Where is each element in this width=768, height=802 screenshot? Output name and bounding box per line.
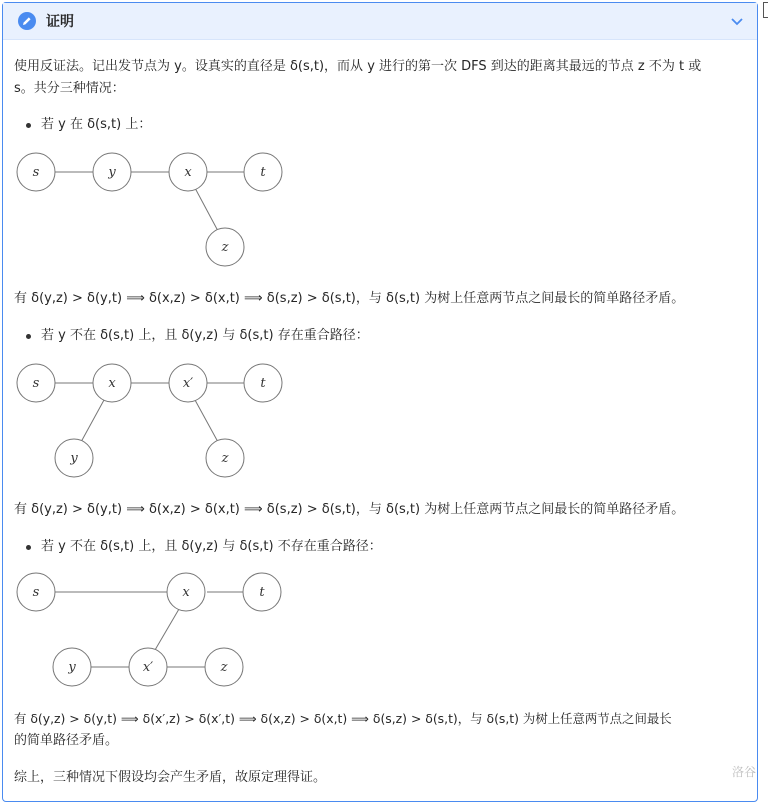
case-3-label: 若 y 不在 δ(s,t) 上，且 δ(y,z) 与 δ(s,t) 不存在重合路径： xyxy=(41,539,382,554)
node-z xyxy=(206,228,244,266)
bullet-dot-icon xyxy=(26,334,31,339)
tree-diagram-case-1 xyxy=(14,148,304,270)
scrollbar-edge[interactable] xyxy=(763,2,768,18)
svg-text:x: x xyxy=(108,376,116,391)
svg-text:s: s xyxy=(32,585,40,600)
node-x xyxy=(167,573,205,611)
svg-text:x: x xyxy=(182,585,190,600)
case-1-conclusion: 有 δ(y,z) > δ(y,t) ⟹ δ(x,z) > δ(x,t) ⟹ δ(s,z) > δ(s,t)，与 δ(s,t) 为树上任意两节点之间最长的简单路径矛盾。 xyxy=(14,291,685,306)
case-3-bullet xyxy=(26,536,382,558)
case-1-bullet xyxy=(26,114,151,136)
intro-line-2: s。共分三种情况： xyxy=(14,81,125,96)
tree-diagram-case-2 xyxy=(14,359,304,481)
card-title: 证明 xyxy=(46,14,74,30)
case-2-label: 若 y 不在 δ(s,t) 上，且 δ(y,z) 与 δ(s,t) 存在重合路径： xyxy=(41,328,369,343)
summary-text: 综上，三种情况下假设均会产生矛盾，故原定理得证。 xyxy=(14,770,327,785)
node-t xyxy=(244,153,282,191)
node-t xyxy=(244,364,282,402)
node-x xyxy=(93,364,131,402)
case-3-conclusion-line-1: 有 δ(y,z) > δ(y,t) ⟹ δ(x′,z) > δ(x′,t) ⟹ δ(x,z) > δ(x,t) ⟹ δ(s,z) > δ(s,t)，与 δ(s,t) 为树上任意两节点之间最长 xyxy=(14,711,672,726)
case-2-bullet xyxy=(26,325,369,347)
svg-text:t: t xyxy=(259,585,265,600)
svg-text:z: z xyxy=(221,451,229,466)
node-s xyxy=(17,573,55,611)
bullet-dot-icon xyxy=(26,545,31,550)
intro-line-1: 使用反证法。记出发节点为 y。设真实的直径是 δ(s,t)，而从 y 进行的第一次 DFS 到达的距离其最远的节点 z 不为 t 或 xyxy=(14,59,702,74)
svg-text:x: x xyxy=(184,165,192,180)
node-z xyxy=(206,439,244,477)
node-x xyxy=(169,153,207,191)
node-y xyxy=(53,648,91,686)
svg-text:y: y xyxy=(68,660,76,675)
node-y xyxy=(93,153,131,191)
svg-text:t: t xyxy=(260,165,266,180)
svg-text:z: z xyxy=(220,660,228,675)
case-3-conclusion-line-2: 的简单路径矛盾。 xyxy=(14,733,119,748)
card-header[interactable] xyxy=(3,3,757,40)
chevron-down-icon[interactable] xyxy=(729,13,745,29)
svg-text:y: y xyxy=(108,165,116,180)
node-z xyxy=(205,648,243,686)
node-t xyxy=(243,573,281,611)
node-s xyxy=(17,364,55,402)
svg-text:x′: x′ xyxy=(142,660,154,675)
bullet-dot-icon xyxy=(26,123,31,128)
luogu-watermark: 洛谷 xyxy=(731,765,756,779)
node-y xyxy=(55,439,93,477)
svg-text:y: y xyxy=(70,451,78,466)
node-s xyxy=(17,153,55,191)
case-2-conclusion: 有 δ(y,z) > δ(y,t) ⟹ δ(x,z) > δ(x,t) ⟹ δ(s,z) > δ(s,t)，与 δ(s,t) 为树上任意两节点之间最长的简单路径矛盾。 xyxy=(14,502,685,517)
node-x-prime xyxy=(169,364,207,402)
svg-text:z: z xyxy=(221,240,229,255)
tree-diagram-case-3 xyxy=(14,568,304,692)
pencil-icon xyxy=(18,12,36,30)
svg-text:t: t xyxy=(260,376,266,391)
case-1-label: 若 y 在 δ(s,t) 上： xyxy=(41,117,152,132)
svg-text:x′: x′ xyxy=(182,376,194,391)
svg-text:s: s xyxy=(32,165,40,180)
node-x-prime xyxy=(129,648,167,686)
svg-text:s: s xyxy=(32,376,40,391)
